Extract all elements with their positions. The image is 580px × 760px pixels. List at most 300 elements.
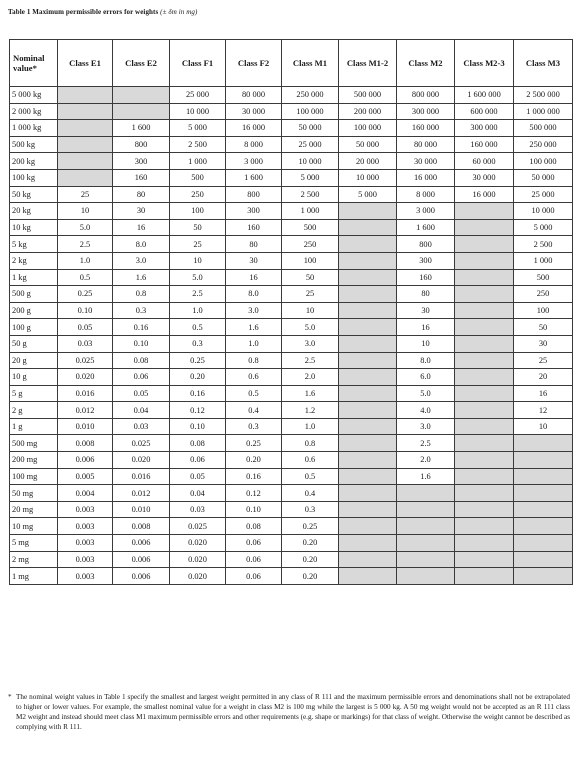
error-value-cell: 0.05 (113, 385, 170, 402)
error-value-cell: 0.5 (170, 319, 226, 336)
table-row (10, 369, 573, 386)
table-row (10, 169, 573, 186)
blank-cell (339, 269, 397, 286)
nominal-value-cell: 2 g (10, 402, 58, 419)
error-value-cell: 0.003 (58, 518, 113, 535)
blank-cell (514, 501, 573, 518)
error-value-cell: 0.20 (226, 452, 282, 469)
nominal-value-cell: 1 mg (10, 568, 58, 585)
error-value-cell: 5.0 (58, 219, 113, 236)
blank-cell (339, 551, 397, 568)
footnote-text: The nominal weight values in Table 1 specify the smallest and largest weight permitted in any class of R 111 and the maximum permissible errors and denominations shall not be extrapolated to higher or lower values. For example, the smallest nominal value for a weight in class M2 is 100 mg while the largest is 5 000 kg. A 50 mg weight would not be accepted as an R 111 class M2 weight and instead should meet class M1 maximum permissible errors and other requirements (e.g. shape or markings) for that class of weight. Otherwise the weight cannot be described as complying with R 111. (16, 693, 570, 732)
nominal-value-cell: 50 g (10, 335, 58, 352)
table-row (10, 518, 573, 535)
blank-cell (455, 501, 514, 518)
error-value-cell: 300 (226, 203, 282, 220)
error-value-cell: 600 000 (455, 103, 514, 120)
blank-cell (455, 319, 514, 336)
error-value-cell: 16 000 (226, 120, 282, 137)
error-value-cell: 25 (514, 352, 573, 369)
table-row (10, 87, 573, 104)
error-value-cell: 30 (397, 302, 455, 319)
footnote-mark: * (8, 693, 12, 701)
error-value-cell: 3 000 (226, 153, 282, 170)
error-value-cell: 0.5 (58, 269, 113, 286)
error-value-cell: 0.10 (170, 418, 226, 435)
error-value-cell: 250 (514, 286, 573, 303)
error-value-cell: 25 000 (514, 186, 573, 203)
blank-cell (455, 418, 514, 435)
error-value-cell: 100 (170, 203, 226, 220)
error-value-cell: 1.0 (226, 335, 282, 352)
error-value-cell: 300 000 (397, 103, 455, 120)
nominal-value-cell: 10 kg (10, 219, 58, 236)
error-value-cell: 0.8 (282, 435, 339, 452)
table-row (10, 568, 573, 585)
error-value-cell: 1.2 (282, 402, 339, 419)
error-value-cell: 3.0 (226, 302, 282, 319)
error-value-cell: 5.0 (282, 319, 339, 336)
error-value-cell: 20 000 (339, 153, 397, 170)
nominal-value-cell: 2 kg (10, 252, 58, 269)
error-value-cell: 5.0 (170, 269, 226, 286)
error-value-cell: 0.10 (113, 335, 170, 352)
error-value-cell: 8 000 (397, 186, 455, 203)
error-value-cell: 1.6 (397, 468, 455, 485)
error-value-cell: 16 000 (397, 169, 455, 186)
blank-cell (339, 236, 397, 253)
error-value-cell: 1 600 000 (455, 87, 514, 104)
error-value-cell: 30 (113, 203, 170, 220)
table-row (10, 452, 573, 469)
error-value-cell: 0.25 (170, 352, 226, 369)
table-row (10, 319, 573, 336)
blank-cell (455, 568, 514, 585)
error-value-cell: 160 (397, 269, 455, 286)
blank-cell (339, 369, 397, 386)
error-value-cell: 5 000 (282, 169, 339, 186)
nominal-value-cell: 1 kg (10, 269, 58, 286)
error-value-cell: 2.5 (58, 236, 113, 253)
nominal-value-cell: 100 mg (10, 468, 58, 485)
blank-cell (455, 485, 514, 502)
table-row (10, 236, 573, 253)
blank-cell (397, 568, 455, 585)
blank-cell (514, 535, 573, 552)
blank-cell (58, 120, 113, 137)
error-value-cell: 500 (282, 219, 339, 236)
blank-cell (455, 286, 514, 303)
table-row (10, 302, 573, 319)
error-value-cell: 1.0 (58, 252, 113, 269)
error-value-cell: 3.0 (397, 418, 455, 435)
error-value-cell: 16 (397, 319, 455, 336)
blank-cell (455, 551, 514, 568)
error-value-cell: 2 500 (514, 236, 573, 253)
blank-cell (113, 103, 170, 120)
nominal-value-cell: 200 kg (10, 153, 58, 170)
table-row (10, 402, 573, 419)
nominal-value-cell: 5 000 kg (10, 87, 58, 104)
error-value-cell: 0.010 (58, 418, 113, 435)
blank-cell (397, 501, 455, 518)
error-value-cell: 16 000 (455, 186, 514, 203)
blank-cell (339, 485, 397, 502)
error-value-cell: 0.020 (113, 452, 170, 469)
error-value-cell: 0.016 (113, 468, 170, 485)
error-value-cell: 300 (113, 153, 170, 170)
nominal-value-cell: 50 mg (10, 485, 58, 502)
table-row (10, 551, 573, 568)
error-value-cell: 0.20 (170, 369, 226, 386)
error-value-cell: 100 (282, 252, 339, 269)
blank-cell (339, 518, 397, 535)
error-value-cell: 8.0 (113, 236, 170, 253)
error-value-cell: 30 (226, 252, 282, 269)
blank-cell (339, 402, 397, 419)
error-value-cell: 0.08 (226, 518, 282, 535)
header-class-4: Class F2 (226, 40, 282, 87)
table-row (10, 335, 573, 352)
error-value-cell: 0.5 (226, 385, 282, 402)
error-value-cell: 0.10 (226, 501, 282, 518)
error-value-cell: 0.20 (282, 568, 339, 585)
blank-cell (58, 87, 113, 104)
error-value-cell: 0.012 (58, 402, 113, 419)
error-value-cell: 0.16 (170, 385, 226, 402)
table-row (10, 153, 573, 170)
error-value-cell: 0.016 (58, 385, 113, 402)
error-value-cell: 1.6 (282, 385, 339, 402)
error-value-cell: 0.6 (282, 452, 339, 469)
nominal-value-cell: 10 mg (10, 518, 58, 535)
error-value-cell: 25 000 (170, 87, 226, 104)
blank-cell (339, 335, 397, 352)
blank-cell (58, 103, 113, 120)
error-value-cell: 16 (514, 385, 573, 402)
header-class-5: Class M1 (282, 40, 339, 87)
blank-cell (455, 518, 514, 535)
nominal-value-cell: 2 mg (10, 551, 58, 568)
error-value-cell: 0.12 (226, 485, 282, 502)
blank-cell (455, 535, 514, 552)
table-caption (8, 8, 197, 16)
error-value-cell: 16 (226, 269, 282, 286)
error-value-cell: 800 (397, 236, 455, 253)
error-value-cell: 80 (226, 236, 282, 253)
error-value-cell: 0.05 (58, 319, 113, 336)
blank-cell (339, 418, 397, 435)
error-value-cell: 1.0 (282, 418, 339, 435)
error-value-cell: 1 000 (514, 252, 573, 269)
error-value-cell: 1 000 (170, 153, 226, 170)
error-value-cell: 0.06 (113, 369, 170, 386)
error-value-cell: 0.003 (58, 501, 113, 518)
error-value-cell: 30 000 (226, 103, 282, 120)
error-value-cell: 0.025 (113, 435, 170, 452)
error-value-cell: 2.5 (397, 435, 455, 452)
blank-cell (514, 435, 573, 452)
error-value-cell: 160 (226, 219, 282, 236)
error-value-cell: 1 000 000 (514, 103, 573, 120)
blank-cell (58, 136, 113, 153)
error-value-cell: 160 000 (397, 120, 455, 137)
error-value-cell: 0.03 (58, 335, 113, 352)
error-value-cell: 2 500 (170, 136, 226, 153)
header-class-8: Class M2-3 (455, 40, 514, 87)
error-value-cell: 50 000 (282, 120, 339, 137)
error-value-cell: 0.05 (170, 468, 226, 485)
blank-cell (339, 452, 397, 469)
table-row (10, 435, 573, 452)
table-title: Table 1 Maximum permissible errors for weights (8, 8, 159, 16)
table-row (10, 535, 573, 552)
error-value-cell: 1 600 (113, 120, 170, 137)
blank-cell (339, 501, 397, 518)
error-value-cell: 160 (113, 169, 170, 186)
error-value-cell: 0.020 (170, 568, 226, 585)
error-value-cell: 0.4 (226, 402, 282, 419)
blank-cell (339, 319, 397, 336)
error-value-cell: 10 (282, 302, 339, 319)
error-value-cell: 0.003 (58, 535, 113, 552)
error-value-cell: 5.0 (397, 385, 455, 402)
error-value-cell: 5 000 (170, 120, 226, 137)
error-value-cell: 250 000 (514, 136, 573, 153)
error-value-cell: 10 000 (170, 103, 226, 120)
error-value-cell: 0.020 (170, 535, 226, 552)
header-class-7: Class M2 (397, 40, 455, 87)
error-value-cell: 1 000 (282, 203, 339, 220)
blank-cell (339, 286, 397, 303)
blank-cell (455, 385, 514, 402)
blank-cell (339, 385, 397, 402)
blank-cell (455, 236, 514, 253)
error-value-cell: 0.03 (113, 418, 170, 435)
error-value-cell: 0.06 (226, 535, 282, 552)
table-header (10, 40, 573, 87)
nominal-value-cell: 5 kg (10, 236, 58, 253)
error-value-cell: 500 (170, 169, 226, 186)
error-value-cell: 100 000 (514, 153, 573, 170)
error-value-cell: 0.3 (226, 418, 282, 435)
error-value-cell: 0.025 (58, 352, 113, 369)
error-value-cell: 250 (170, 186, 226, 203)
blank-cell (455, 335, 514, 352)
error-value-cell: 0.025 (170, 518, 226, 535)
table-row (10, 501, 573, 518)
blank-cell (455, 369, 514, 386)
nominal-value-cell: 500 kg (10, 136, 58, 153)
error-value-cell: 500 000 (514, 120, 573, 137)
error-value-cell: 50 000 (339, 136, 397, 153)
error-value-cell: 0.16 (113, 319, 170, 336)
error-value-cell: 25 (58, 186, 113, 203)
table-row (10, 269, 573, 286)
error-value-cell: 0.008 (113, 518, 170, 535)
blank-cell (339, 568, 397, 585)
blank-cell (514, 551, 573, 568)
error-value-cell: 2.0 (397, 452, 455, 469)
nominal-value-cell: 50 kg (10, 186, 58, 203)
nominal-value-cell: 1 g (10, 418, 58, 435)
nominal-value-cell: 200 g (10, 302, 58, 319)
error-value-cell: 10 000 (282, 153, 339, 170)
footnote (8, 692, 570, 732)
error-value-cell: 100 000 (282, 103, 339, 120)
error-value-cell: 0.04 (170, 485, 226, 502)
error-value-cell: 100 (514, 302, 573, 319)
blank-cell (514, 518, 573, 535)
header-class-1: Class E1 (58, 40, 113, 87)
error-value-cell: 30 (514, 335, 573, 352)
error-value-cell: 4.0 (397, 402, 455, 419)
table-row (10, 286, 573, 303)
error-value-cell: 0.4 (282, 485, 339, 502)
header-class-2: Class E2 (113, 40, 170, 87)
error-value-cell: 2 500 (282, 186, 339, 203)
blank-cell (514, 452, 573, 469)
table-row (10, 136, 573, 153)
table-row (10, 418, 573, 435)
table-row (10, 352, 573, 369)
blank-cell (339, 302, 397, 319)
error-value-cell: 80 000 (397, 136, 455, 153)
error-value-cell: 0.006 (113, 551, 170, 568)
blank-cell (455, 468, 514, 485)
error-value-cell: 0.3 (170, 335, 226, 352)
error-value-cell: 0.003 (58, 568, 113, 585)
error-value-cell: 5 000 (339, 186, 397, 203)
error-value-cell: 0.04 (113, 402, 170, 419)
blank-cell (514, 468, 573, 485)
error-value-cell: 30 000 (397, 153, 455, 170)
blank-cell (397, 485, 455, 502)
blank-cell (339, 535, 397, 552)
error-value-cell: 8.0 (226, 286, 282, 303)
error-value-cell: 5 000 (514, 219, 573, 236)
error-value-cell: 8 000 (226, 136, 282, 153)
nominal-value-cell: 100 g (10, 319, 58, 336)
error-value-cell: 1 600 (226, 169, 282, 186)
table-row (10, 219, 573, 236)
error-value-cell: 0.004 (58, 485, 113, 502)
header-row (10, 40, 573, 87)
blank-cell (397, 551, 455, 568)
error-value-cell: 10 (170, 252, 226, 269)
error-value-cell: 0.020 (170, 551, 226, 568)
blank-cell (339, 252, 397, 269)
error-value-cell: 8.0 (397, 352, 455, 369)
blank-cell (514, 568, 573, 585)
error-value-cell: 60 000 (455, 153, 514, 170)
error-value-cell: 0.8 (226, 352, 282, 369)
nominal-value-cell: 100 kg (10, 169, 58, 186)
nominal-value-cell: 2 000 kg (10, 103, 58, 120)
blank-cell (514, 485, 573, 502)
max-permissible-errors-table (9, 39, 573, 585)
nominal-value-cell: 500 mg (10, 435, 58, 452)
table-row (10, 203, 573, 220)
error-value-cell: 30 000 (455, 169, 514, 186)
error-value-cell: 80 000 (226, 87, 282, 104)
error-value-cell: 16 (113, 219, 170, 236)
error-value-cell: 6.0 (397, 369, 455, 386)
error-value-cell: 500 (514, 269, 573, 286)
error-value-cell: 2.5 (282, 352, 339, 369)
error-value-cell: 0.005 (58, 468, 113, 485)
error-value-cell: 100 000 (339, 120, 397, 137)
error-value-cell: 160 000 (455, 136, 514, 153)
error-value-cell: 50 000 (514, 169, 573, 186)
error-value-cell: 80 (397, 286, 455, 303)
error-value-cell: 800 (226, 186, 282, 203)
blank-cell (455, 435, 514, 452)
error-value-cell: 250 (282, 236, 339, 253)
blank-cell (455, 452, 514, 469)
error-value-cell: 0.08 (113, 352, 170, 369)
table-row (10, 186, 573, 203)
error-value-cell: 0.06 (226, 551, 282, 568)
blank-cell (455, 302, 514, 319)
nominal-value-cell: 20 mg (10, 501, 58, 518)
error-value-cell: 50 (170, 219, 226, 236)
error-value-cell: 2.5 (170, 286, 226, 303)
error-value-cell: 0.003 (58, 551, 113, 568)
blank-cell (455, 352, 514, 369)
error-value-cell: 0.08 (170, 435, 226, 452)
header-class-3: Class F1 (170, 40, 226, 87)
error-value-cell: 2 500 000 (514, 87, 573, 104)
blank-cell (397, 535, 455, 552)
nominal-value-cell: 200 mg (10, 452, 58, 469)
error-value-cell: 0.06 (170, 452, 226, 469)
error-value-cell: 0.5 (282, 468, 339, 485)
error-value-cell: 10 (514, 418, 573, 435)
error-value-cell: 0.006 (113, 535, 170, 552)
error-value-cell: 1 600 (397, 219, 455, 236)
error-value-cell: 800 000 (397, 87, 455, 104)
blank-cell (58, 153, 113, 170)
nominal-value-cell: 5 g (10, 385, 58, 402)
table-row (10, 385, 573, 402)
error-value-cell: 50 (282, 269, 339, 286)
error-value-cell: 3.0 (282, 335, 339, 352)
table-row (10, 103, 573, 120)
blank-cell (455, 203, 514, 220)
table-row (10, 485, 573, 502)
error-value-cell: 1.0 (170, 302, 226, 319)
error-value-cell: 0.25 (58, 286, 113, 303)
error-value-cell: 10 (58, 203, 113, 220)
nominal-value-cell: 1 000 kg (10, 120, 58, 137)
error-value-cell: 3 000 (397, 203, 455, 220)
blank-cell (455, 402, 514, 419)
error-value-cell: 25 (282, 286, 339, 303)
table-row (10, 468, 573, 485)
error-value-cell: 0.25 (226, 435, 282, 452)
error-value-cell: 0.20 (282, 535, 339, 552)
blank-cell (339, 468, 397, 485)
error-value-cell: 0.010 (113, 501, 170, 518)
blank-cell (58, 169, 113, 186)
error-value-cell: 12 (514, 402, 573, 419)
error-value-cell: 0.25 (282, 518, 339, 535)
error-value-cell: 0.3 (113, 302, 170, 319)
error-value-cell: 0.020 (58, 369, 113, 386)
blank-cell (339, 219, 397, 236)
header-nominal-value: Nominal value* (10, 40, 58, 87)
